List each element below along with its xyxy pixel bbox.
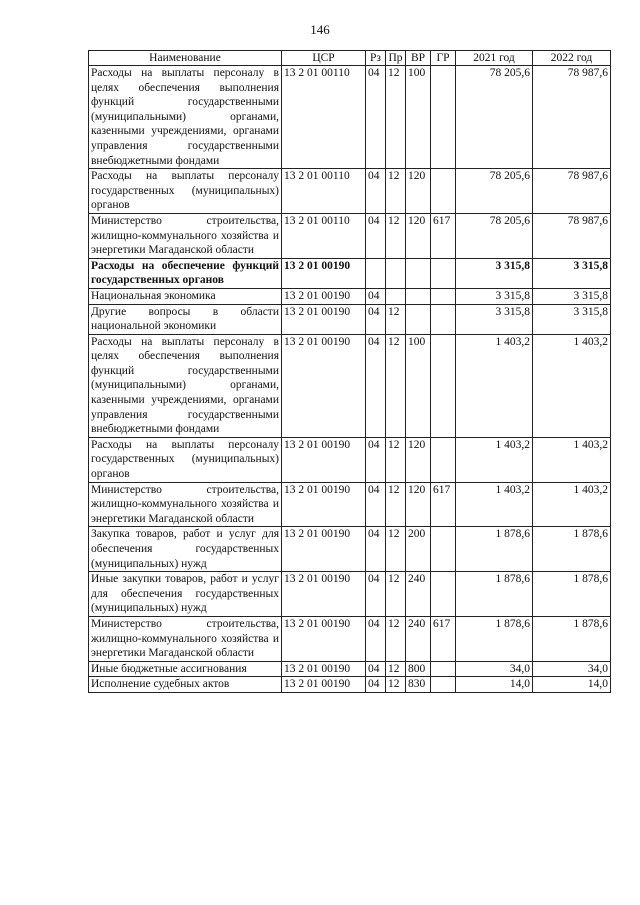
cell-vr: 120 [406, 482, 431, 527]
table-row [89, 482, 611, 527]
cell-rz: 04 [366, 482, 386, 527]
cell-name: Министерство строительства, жилищно-коммунального хозяйства и энергетики Магаданской области [89, 616, 282, 661]
header-rz: Рз [366, 51, 386, 66]
cell-vr: 240 [406, 572, 431, 617]
cell-2022: 1 878,6 [533, 572, 611, 617]
cell-gr: 617 [431, 482, 456, 527]
cell-gr [431, 437, 456, 482]
cell-vr: 120 [406, 437, 431, 482]
cell-2022: 3 315,8 [533, 304, 611, 334]
cell-2022: 3 315,8 [533, 258, 611, 288]
cell-2022: 1 878,6 [533, 527, 611, 572]
cell-name: Исполнение судебных актов [89, 677, 282, 693]
cell-rz: 04 [366, 66, 386, 169]
cell-rz: 04 [366, 213, 386, 258]
table-row [89, 572, 611, 617]
cell-rz: 04 [366, 437, 386, 482]
cell-2021: 3 315,8 [456, 258, 533, 288]
cell-2021: 78 205,6 [456, 66, 533, 169]
cell-2022: 14,0 [533, 677, 611, 693]
cell-name: Иные закупки товаров, работ и услуг для обеспечения государственных (муниципальных) нужд [89, 572, 282, 617]
table-row [89, 169, 611, 214]
cell-csr: 13 2 01 00190 [282, 572, 366, 617]
header-2021: 2021 год [456, 51, 533, 66]
table-row [89, 677, 611, 693]
header-name: Наименование [89, 51, 282, 66]
cell-name: Расходы на выплаты персоналу государственных (муниципальных) органов [89, 169, 282, 214]
cell-gr [431, 661, 456, 677]
cell-2022: 1 878,6 [533, 616, 611, 661]
cell-rz: 04 [366, 169, 386, 214]
header-vr: ВР [406, 51, 431, 66]
header-2022: 2022 год [533, 51, 611, 66]
cell-gr [431, 677, 456, 693]
cell-rz: 04 [366, 572, 386, 617]
cell-gr [431, 304, 456, 334]
cell-rz: 04 [366, 616, 386, 661]
cell-2022: 78 987,6 [533, 66, 611, 169]
header-gr: ГР [431, 51, 456, 66]
cell-pr: 12 [386, 661, 406, 677]
cell-pr: 12 [386, 213, 406, 258]
cell-gr [431, 527, 456, 572]
cell-2022: 1 403,2 [533, 482, 611, 527]
cell-2021: 1 878,6 [456, 527, 533, 572]
cell-2022: 78 987,6 [533, 213, 611, 258]
cell-csr: 13 2 01 00190 [282, 334, 366, 437]
cell-rz: 04 [366, 334, 386, 437]
budget-table [88, 50, 611, 693]
cell-csr: 13 2 01 00190 [282, 661, 366, 677]
table-body [89, 66, 611, 693]
cell-pr: 12 [386, 482, 406, 527]
cell-csr: 13 2 01 00110 [282, 213, 366, 258]
cell-2021: 1 403,2 [456, 334, 533, 437]
table-row [89, 437, 611, 482]
cell-pr: 12 [386, 334, 406, 437]
cell-gr: 617 [431, 213, 456, 258]
cell-2021: 3 315,8 [456, 304, 533, 334]
cell-rz: 04 [366, 304, 386, 334]
cell-gr [431, 334, 456, 437]
cell-gr [431, 572, 456, 617]
table-row [89, 616, 611, 661]
cell-vr: 240 [406, 616, 431, 661]
cell-2022: 1 403,2 [533, 334, 611, 437]
cell-vr: 800 [406, 661, 431, 677]
table-row [89, 258, 611, 288]
cell-gr [431, 169, 456, 214]
cell-gr: 617 [431, 616, 456, 661]
cell-pr [386, 258, 406, 288]
cell-name: Закупка товаров, работ и услуг для обеспечения государственных (муниципальных) нужд [89, 527, 282, 572]
table-row [89, 66, 611, 169]
cell-pr: 12 [386, 437, 406, 482]
cell-rz: 04 [366, 288, 386, 304]
cell-2021: 1 403,2 [456, 437, 533, 482]
cell-pr: 12 [386, 304, 406, 334]
cell-csr: 13 2 01 00110 [282, 66, 366, 169]
cell-2022: 34,0 [533, 661, 611, 677]
cell-vr: 200 [406, 527, 431, 572]
cell-2021: 3 315,8 [456, 288, 533, 304]
cell-vr [406, 288, 431, 304]
cell-rz: 04 [366, 661, 386, 677]
cell-2022: 1 403,2 [533, 437, 611, 482]
cell-2021: 1 878,6 [456, 572, 533, 617]
cell-2021: 78 205,6 [456, 213, 533, 258]
cell-csr: 13 2 01 00190 [282, 482, 366, 527]
cell-pr: 12 [386, 169, 406, 214]
cell-csr: 13 2 01 00190 [282, 437, 366, 482]
cell-2021: 1 403,2 [456, 482, 533, 527]
cell-2021: 78 205,6 [456, 169, 533, 214]
table-row [89, 527, 611, 572]
cell-pr: 12 [386, 527, 406, 572]
table-row [89, 304, 611, 334]
cell-rz: 04 [366, 677, 386, 693]
cell-csr: 13 2 01 00190 [282, 304, 366, 334]
cell-pr: 12 [386, 677, 406, 693]
cell-pr: 12 [386, 616, 406, 661]
cell-vr: 120 [406, 169, 431, 214]
cell-name: Национальная экономика [89, 288, 282, 304]
cell-csr: 13 2 01 00190 [282, 677, 366, 693]
cell-pr [386, 288, 406, 304]
cell-name: Министерство строительства, жилищно-коммунального хозяйства и энергетики Магаданской области [89, 482, 282, 527]
cell-vr: 830 [406, 677, 431, 693]
cell-gr [431, 66, 456, 169]
cell-csr: 13 2 01 00190 [282, 616, 366, 661]
header-pr: Пр [386, 51, 406, 66]
cell-2021: 34,0 [456, 661, 533, 677]
cell-2022: 78 987,6 [533, 169, 611, 214]
cell-csr: 13 2 01 00190 [282, 527, 366, 572]
cell-name: Другие вопросы в области национальной экономики [89, 304, 282, 334]
page-number: 146 [310, 22, 330, 37]
cell-name: Расходы на выплаты персоналу в целях обеспечения выполнения функций государственными (муниципальными) органами, казенными учреждениями, органами управления государственными внебюджетными фондами [89, 334, 282, 437]
cell-gr [431, 288, 456, 304]
cell-name: Расходы на обеспечение функций государственных органов [89, 258, 282, 288]
header-csr: ЦСР [282, 51, 366, 66]
cell-name: Расходы на выплаты персоналу государственных (муниципальных) органов [89, 437, 282, 482]
cell-2021: 14,0 [456, 677, 533, 693]
cell-2021: 1 878,6 [456, 616, 533, 661]
cell-vr [406, 304, 431, 334]
cell-vr: 100 [406, 66, 431, 169]
cell-name: Расходы на выплаты персоналу в целях обеспечения выполнения функций государственными (муниципальными) органами, казенными учреждениями, органами управления государственными внебюджетными фондами [89, 66, 282, 169]
table-row [89, 213, 611, 258]
cell-csr: 13 2 01 00190 [282, 288, 366, 304]
cell-csr: 13 2 01 00190 [282, 258, 366, 288]
table-row [89, 661, 611, 677]
cell-vr: 120 [406, 213, 431, 258]
table-row [89, 334, 611, 437]
cell-rz [366, 258, 386, 288]
cell-gr [431, 258, 456, 288]
cell-pr: 12 [386, 66, 406, 169]
cell-pr: 12 [386, 572, 406, 617]
cell-rz: 04 [366, 527, 386, 572]
cell-vr [406, 258, 431, 288]
cell-vr: 100 [406, 334, 431, 437]
table-header-row [89, 51, 611, 66]
cell-csr: 13 2 01 00110 [282, 169, 366, 214]
table-row [89, 288, 611, 304]
cell-name: Министерство строительства, жилищно-коммунального хозяйства и энергетики Магаданской области [89, 213, 282, 258]
cell-name: Иные бюджетные ассигнования [89, 661, 282, 677]
cell-2022: 3 315,8 [533, 288, 611, 304]
